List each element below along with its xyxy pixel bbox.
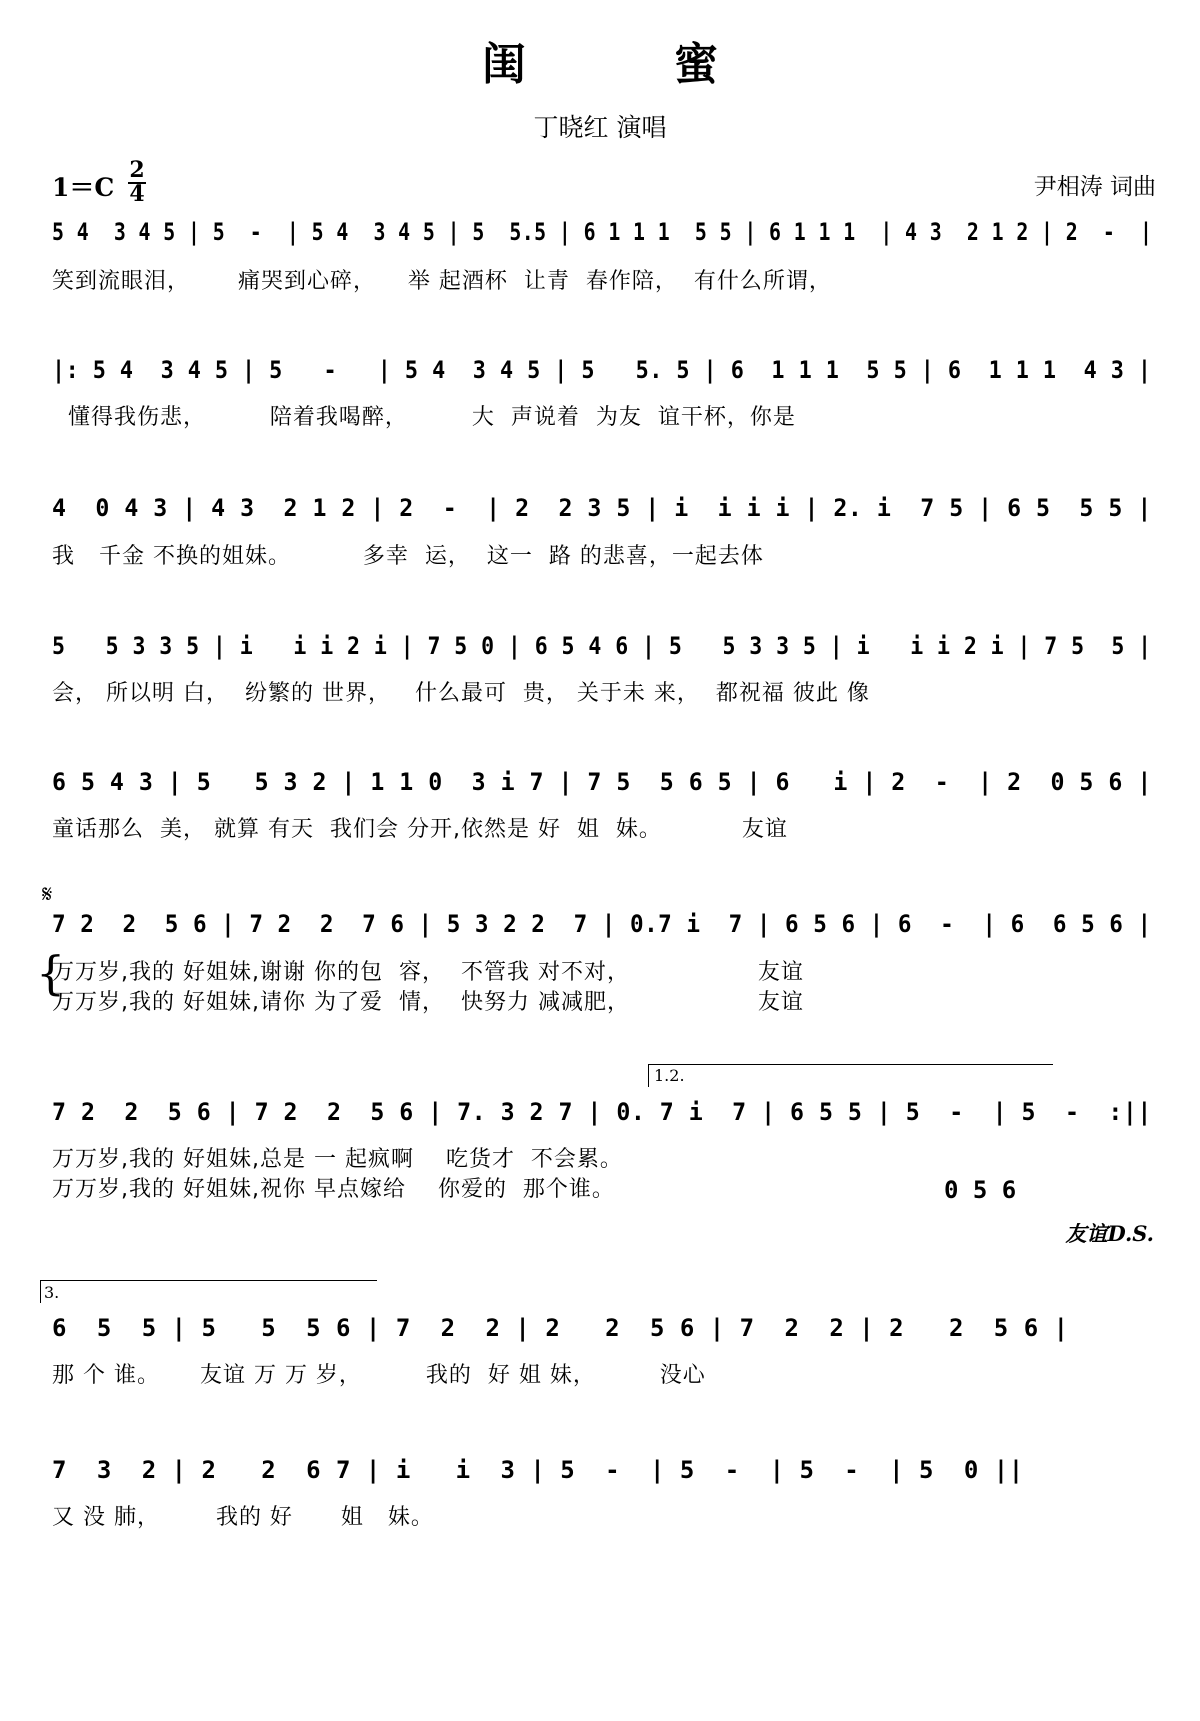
lyric-row-2: 懂得我伤悲， 陪着我喝醉， 大 声说着 为友 谊干杯，你是 — [52, 405, 796, 430]
segno-sign: 𝄋 — [42, 880, 53, 908]
volta-bracket-3 — [40, 1280, 377, 1303]
lyric-row-7-verse-2: 万万岁,我的 好姐妹,祝你 早点嫁给 你爱的 那个谁。 — [52, 1177, 615, 1202]
lyric-row-5: 童话那么 美， 就算 有天 我们会 分开,依然是 好 姐 妹。 友谊 — [52, 817, 788, 842]
dal-segno-mark: 友谊D.S. — [1065, 1221, 1154, 1246]
lyric-row-9: 又 没 肺， 我的 好 姐 妹。 — [52, 1505, 434, 1530]
notation-row-5: 6 5 4 3 | 5 5 3 2 | 1 1 0 3 i 7 | 7 5 5 6 5 | 6 i | 2 - | 2 0 5 6 | — [52, 768, 1152, 796]
singer-credit: 丁晓红 演唱 — [533, 113, 667, 142]
pickup-notes: 0 5 6 — [944, 1176, 1017, 1204]
notation-row-1: 5 4 3 4 5 | 5 - | 5 4 3 4 5 | 5 5.5 | 6 1 1 1 5 5 | 6 1 1 1 | 4 3 2 1 2 | 2 - | — [52, 218, 1153, 246]
lyric-row-3: 我 千金 不换的姐妹。 多幸 运， 这一 路 的悲喜，一起去体 — [52, 544, 764, 569]
notation-row-9: 7 3 2 | 2 2 6 7 | i i 3 | 5 - | 5 - | 5 - | 5 0 || — [52, 1456, 1024, 1484]
volta-bracket-1-2 — [648, 1064, 1053, 1087]
notation-row-4: 5 5 3 3 5 | i i i 2 i | 7 5 0 | 6 5 4 6 | 5 5 3 3 5 | i i i 2 i | 7 5 5 | — [52, 632, 1152, 660]
time-signature-bottom: 4 — [129, 181, 145, 207]
notation-row-2: |: 5 4 3 4 5 | 5 - | 5 4 3 4 5 | 5 5. 5 | 6 1 1 1 5 5 | 6 1 1 1 4 3 | — [52, 356, 1152, 384]
lyric-row-6-verse-1: 万万岁,我的 好姐妹,谢谢 你的包 容， 不管我 对不对， 友谊 — [52, 960, 804, 985]
verse-brace: { — [36, 946, 66, 1000]
composer-credit: 尹相涛 词曲 — [1033, 174, 1156, 200]
time-signature — [128, 157, 146, 207]
notation-row-7: 7 2 2 5 6 | 7 2 2 5 6 | 7. 3 2 7 | 0. 7 i 7 | 6 5 5 | 5 - | 5 - :|| — [52, 1098, 1152, 1126]
notation-row-6: 7 2 2 5 6 | 7 2 2 7 6 | 5 3 2 2 7 | 0.7 i 7 | 6 5 6 | 6 - | 6 6 5 6 | — [52, 910, 1152, 938]
time-signature-top: 2 — [129, 157, 145, 183]
lyric-row-8: 那 个 谁。 友谊 万 万 岁， 我的 好 姐 妹， 没心 — [52, 1363, 706, 1388]
volta-label-1-2: 1.2. — [654, 1066, 685, 1085]
lyric-row-7-verse-1: 万万岁,我的 好姐妹,总是 一 起疯啊 吃货才 不会累。 — [52, 1147, 623, 1172]
notation-row-8: 6 5 5 | 5 5 5 6 | 7 2 2 | 2 2 5 6 | 7 2 2 | 2 2 5 6 | — [52, 1314, 1069, 1342]
lyric-row-6-verse-2: 万万岁,我的 好姐妹,请你 为了爱 情， 快努力 减减肥， 友谊 — [52, 990, 804, 1015]
song-title: 闺 蜜 — [482, 39, 770, 90]
lyric-row-4: 会， 所以明 白， 纷繁的 世界， 什么最可 贵， 关于未 来， 都祝福 彼此 像 — [52, 681, 870, 706]
key-signature: 1＝C — [52, 173, 115, 202]
lyric-row-1: 笑到流眼泪， 痛哭到心碎， 举 起酒杯 让青 春作陪， 有什么所谓， — [52, 269, 832, 294]
notation-row-3: 4 0 4 3 | 4 3 2 1 2 | 2 - | 2 2 3 5 | i i i i | 2. i 7 5 | 6 5 5 5 | — [52, 494, 1152, 522]
volta-label-3: 3. — [44, 1283, 60, 1302]
